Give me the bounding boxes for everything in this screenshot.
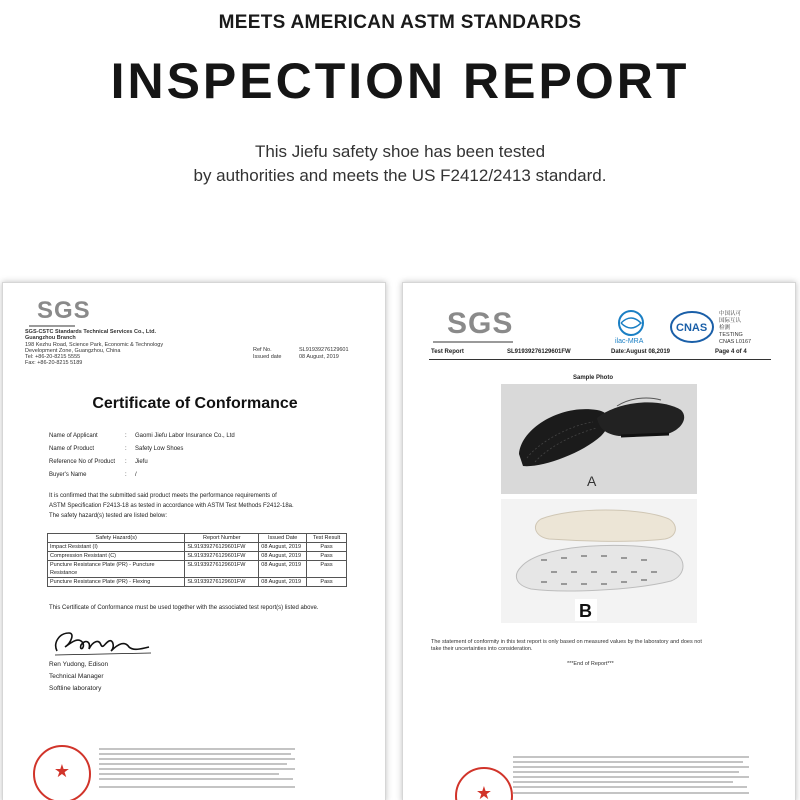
field-value: Safety Low Shoes <box>135 446 184 452</box>
ilac-label: ilac-MRA <box>615 338 644 345</box>
end-of-report: ***End of Report*** <box>567 661 614 667</box>
fax-line: Fax: +86-20-8215 5189 <box>25 360 83 366</box>
company-name: SGS-CSTC Standards Technical Services Co., Ltd. <box>25 329 157 335</box>
certificate-title: Certificate of Conformance <box>92 395 298 412</box>
report-cell: SL91939276129601FW <box>185 561 259 578</box>
sample-photo-b <box>501 499 697 623</box>
signer-name: Ren Yudong, Edison <box>49 661 109 668</box>
star-icon: ★ <box>475 783 493 800</box>
field-label: Reference No of Product <box>49 459 116 465</box>
hazard-cell: Puncture Resistance Plate (PR) - Flexing <box>48 578 185 587</box>
label-b: B <box>579 601 592 621</box>
sgs-logo-bar <box>433 341 513 343</box>
issued-value: 08 August, 2019 <box>299 354 339 360</box>
sample-photo-a <box>501 384 697 494</box>
date-cell: 08 August, 2019 <box>259 543 307 552</box>
label-a: A <box>587 473 597 489</box>
table-row <box>48 561 347 578</box>
kicker-text: MEETS AMERICAN ASTM STANDARDS <box>218 12 582 33</box>
conformity-paragraph <box>49 491 349 521</box>
subtitle-line-2: by authorities and meets the US F2412/2413 standard. <box>193 166 607 185</box>
page-number: Page 4 of 4 <box>715 349 747 355</box>
field-colon: : <box>125 433 127 439</box>
page-header <box>0 0 800 260</box>
address-line-2: Development Zone, Guangzhou, China <box>25 348 121 354</box>
table-row <box>48 543 347 552</box>
column-header: Test Result <box>307 534 347 543</box>
address-line-1: 198 Kezhu Road, Science Park, Economic & Technology <box>25 342 164 348</box>
sgs-logo: SGS <box>447 307 514 340</box>
field-label: Name of Product <box>49 446 95 452</box>
cnas-label: CNAS <box>676 322 708 334</box>
date-cell: 08 August, 2019 <box>259 552 307 561</box>
fine-print-lines <box>513 753 753 800</box>
para-line-2: ASTM Specification F2413-18 as tested in accordance with ASTM Test Methods F2412-18a. <box>49 503 294 509</box>
accreditation-number: CNAS L0167 <box>719 339 752 345</box>
result-cell: Pass <box>307 578 347 587</box>
hazard-cell: Impact Resistant (I) <box>48 543 185 552</box>
table-row <box>48 552 347 561</box>
signer-title: Technical Manager <box>49 673 104 680</box>
table-row <box>48 578 347 587</box>
field-colon: : <box>125 446 127 452</box>
certificate-document <box>2 282 386 800</box>
subtitle <box>0 140 800 188</box>
photo-title: Sample Photo <box>573 375 614 381</box>
accreditation-cn-2: 国际互认 <box>719 318 742 324</box>
field-colon: : <box>125 472 127 478</box>
footer-fine-print <box>99 745 299 793</box>
usage-note: This Certificate of Conformance must be used together with the associated test report(s) listed above. <box>49 605 319 611</box>
report-cell: SL91939276129601FW <box>185 552 259 561</box>
table-header-row <box>48 534 347 543</box>
accreditation-cn-3: 检测 <box>719 325 731 331</box>
para-line-3: The safety hazard(s) tested are listed below: <box>49 513 168 519</box>
official-stamp <box>33 745 91 800</box>
date-cell: 08 August, 2019 <box>259 578 307 587</box>
company-branch: Guangzhou Branch <box>25 335 76 341</box>
para-line-1: It is confirmed that the submitted said product meets the performance requirements of <box>49 493 277 499</box>
date-cell: 08 August, 2019 <box>259 561 307 578</box>
page-title: INSPECTION REPORT <box>110 53 690 109</box>
result-cell: Pass <box>307 543 347 552</box>
issued-label: Issued date <box>253 354 282 360</box>
column-header: Issued Date <box>259 534 307 543</box>
report-date: Date:August 08,2019 <box>611 349 671 355</box>
test-report-label: Test Report <box>431 349 464 355</box>
field-value: / <box>135 472 137 478</box>
subtitle-line-1: This Jiefu safety shoe has been tested <box>254 142 546 161</box>
conformity-statement-1: The statement of conformity in this test report is only based on measured values by the laboratory and does not <box>431 639 702 645</box>
test-report-document <box>402 282 796 800</box>
column-header: Report Number <box>185 534 259 543</box>
footer-fine-print <box>513 753 753 800</box>
hazard-cell: Compression Resistant (C) <box>48 552 185 561</box>
column-header: Safety Hazard(s) <box>48 534 185 543</box>
cnas-logo <box>669 309 715 345</box>
hazard-table <box>47 533 347 587</box>
result-cell: Pass <box>307 561 347 578</box>
field-label: Name of Applicant <box>49 433 98 439</box>
signature-image <box>49 623 159 663</box>
official-stamp <box>455 767 513 800</box>
accreditation-cn-1: 中国认可 <box>719 311 742 317</box>
sgs-logo: SGS <box>37 297 91 324</box>
tel-line: Tel: +86-20-8215 5555 <box>25 354 81 360</box>
result-cell: Pass <box>307 552 347 561</box>
field-value: Gaomi Jiefu Labor Insurance Co., Ltd <box>135 433 235 439</box>
field-label: Buyer's Name <box>49 472 87 478</box>
star-icon: ★ <box>53 761 71 781</box>
hazard-cell: Puncture Resistance Plate (PR) - Puncture Resistance <box>48 561 185 578</box>
ref-value: SL91939276129601 <box>299 347 349 353</box>
report-number: SL91939276129601FW <box>507 349 571 355</box>
fine-print-lines <box>99 745 299 793</box>
report-cell: SL91939276129601FW <box>185 578 259 587</box>
sgs-logo-bar <box>29 325 75 327</box>
field-colon: : <box>125 459 127 465</box>
header-divider <box>429 359 771 360</box>
ref-label: Ref No. <box>253 347 272 353</box>
conformity-statement-2: take their uncertainties into consideration. <box>431 646 533 652</box>
field-value: Jiefu <box>135 459 148 465</box>
signer-department: Softline laboratory <box>49 685 102 692</box>
ilac-mra-logo <box>613 309 667 345</box>
report-cell: SL91939276129601FW <box>185 543 259 552</box>
accreditation-en: TESTING <box>719 332 743 338</box>
